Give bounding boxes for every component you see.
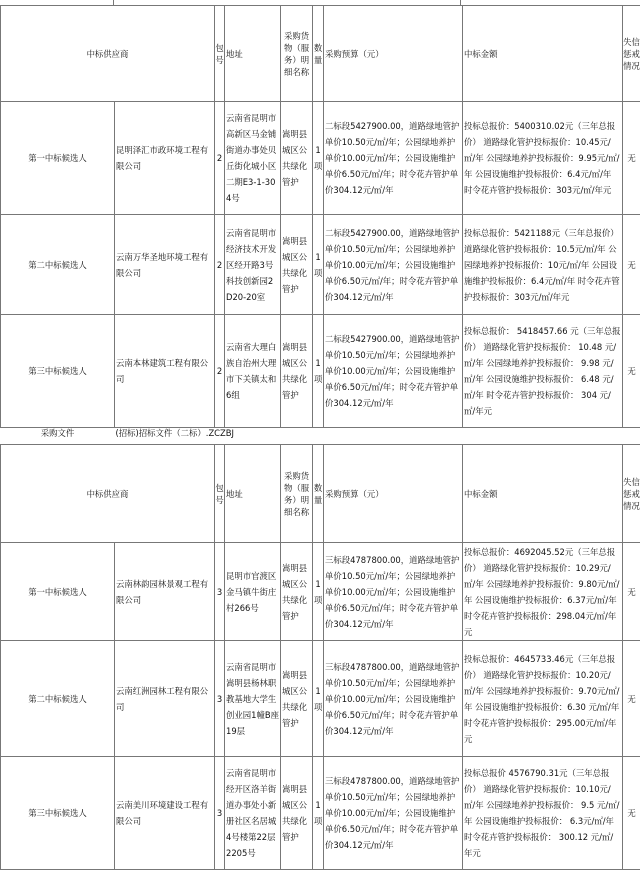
table-header-row <box>1 6 640 102</box>
header-budget: 采购预算（元） <box>324 445 463 543</box>
bid-table-package-2 <box>0 5 640 439</box>
amount-cell: 投标总报价 4576790.31元（三年总报价） 道路绿化管护投标报价：10.10元/㎡/年 公园绿地养护投标报价： 9.5 元/㎡/年 公园设施维护投标报价： 6.3元/㎡/年 时令花卉管护投标报价： 300.12 元/㎡/年元 <box>463 757 623 870</box>
package-cell: 2 <box>215 315 225 428</box>
address-cell: 昆明市官渡区金马镇牛街庄村266号 <box>225 543 281 641</box>
package-cell: 3 <box>215 641 225 757</box>
procurement-file-row <box>1 428 640 440</box>
budget-cell: 三标段4787800.00，道路绿地管护单价10.50元/㎡/年；公园绿地养护单价10.00元/㎡/年；公园设施维护单价6.50元/㎡/年；时令花卉管护单价304.12元/㎡/年 <box>324 757 463 870</box>
header-budget: 采购预算（元） <box>324 6 463 102</box>
header-amount: 中标金额 <box>463 445 623 543</box>
address-cell: 云南省昆明市经济技术开发区经开路3号科技创新园2D20-20室 <box>225 215 281 315</box>
quantity-cell: 1项 <box>313 543 324 641</box>
amount-cell: 投标总报价： 5418457.66 元（三年总报价） 道路绿化管护投标报价： 10.48 元/㎡/年 公园绿地养护投标报价： 9.98 元/㎡/年 公园设施维护投标报价： 6.48 元/㎡/年 时令花卉管护投标报价： 304 元/㎡/年元 <box>463 315 623 428</box>
header-package: 包号 <box>215 445 225 543</box>
table-row <box>1 543 640 641</box>
rank-cell: 第二中标候选人 <box>1 215 115 315</box>
header-supplier: 中标供应商 <box>1 6 215 102</box>
budget-cell: 三标段4787800.00，道路绿地管护单价10.50元/㎡/年；公园绿地养护单价10.00元/㎡/年；公园设施维护单价6.50元/㎡/年；时令花卉管护单价304.12元/㎡/年 <box>324 543 463 641</box>
address-cell: 云南省昆明市嵩明县杨林职教基地大学生创业园1幢B座19层 <box>225 641 281 757</box>
header-quantity: 数量 <box>313 6 324 102</box>
dishonest-cell: 无 <box>623 215 640 315</box>
quantity-cell: 1项 <box>313 102 324 215</box>
header-quantity: 数量 <box>313 445 324 543</box>
goods-cell: 嵩明县城区公共绿化管护 <box>281 315 313 428</box>
package-cell: 3 <box>215 757 225 870</box>
dishonest-cell: 无 <box>623 543 640 641</box>
rank-cell: 第一中标候选人 <box>1 543 115 641</box>
header-address: 地址 <box>225 445 281 543</box>
address-cell: 云南省昆明市高新区马金铺街道办事处贝丘街化城小区二期E3-1-304号 <box>225 102 281 215</box>
address-cell: 云南省大理白族自治州大理市下关镇太和6组 <box>225 315 281 428</box>
budget-cell: 二标段5427900.00，道路绿地管护单价10.50元/㎡/年；公园绿地养护单价10.00元/㎡/年；公园设施维护单价6.50元/㎡/年；时令花卉管护单价304.12元/㎡/年 <box>324 315 463 428</box>
address-cell: 云南省昆明市经开区洛羊街道办事处小新册社区名居城4号楼第22层2205号 <box>225 757 281 870</box>
goods-cell: 嵩明县城区公共绿化管护 <box>281 102 313 215</box>
rank-cell: 第三中标候选人 <box>1 757 115 870</box>
supplier-cell: 云南万华圣地环境工程有限公司 <box>115 215 215 315</box>
rank-cell: 第三中标候选人 <box>1 315 115 428</box>
header-goods: 采购货物（服务）明细名称 <box>281 6 313 102</box>
rank-cell: 第二中标候选人 <box>1 641 115 757</box>
rank-cell: 第一中标候选人 <box>1 102 115 215</box>
supplier-cell: 云南红洲园林工程有限公司 <box>115 641 215 757</box>
dishonest-cell: 无 <box>623 315 640 428</box>
header-goods: 采购货物（服务）明细名称 <box>281 445 313 543</box>
header-dishonest: 失信惩戒情况 <box>623 6 640 102</box>
table-row <box>1 215 640 315</box>
goods-cell: 嵩明县城区公共绿化管护 <box>281 215 313 315</box>
header-package: 包号 <box>215 6 225 102</box>
header-supplier: 中标供应商 <box>1 445 215 543</box>
package-cell: 2 <box>215 215 225 315</box>
table-row <box>1 757 640 870</box>
supplier-cell: 云南林韵园林景观工程有限公司 <box>115 543 215 641</box>
dishonest-cell: 无 <box>623 757 640 870</box>
package-cell: 2 <box>215 102 225 215</box>
budget-cell: 三标段4787800.00，道路绿地管护单价10.50元/㎡/年；公园绿地养护单价10.00元/㎡/年；公园设施维护单价6.50元/㎡/年；时令花卉管护单价304.12元/㎡/年 <box>324 641 463 757</box>
quantity-cell: 1项 <box>313 641 324 757</box>
goods-cell: 嵩明县城区公共绿化管护 <box>281 757 313 870</box>
table-row <box>1 102 640 215</box>
header-dishonest: 失信惩戒情况 <box>623 445 640 543</box>
quantity-cell: 1项 <box>313 315 324 428</box>
amount-cell: 投标总报价：5421188元（三年总报价） 道路绿化管护投标报价：10.5元/㎡/年 公园绿地养护投标报价：10元/㎡/年 公园设施维护投标报价：6.4元/㎡/年 时令花卉管护投标报价：303元/㎡/年元 <box>463 215 623 315</box>
procurement-file-link[interactable]: (招标)招标文件（二标）.ZCZBJ <box>115 428 640 440</box>
supplier-cell: 昆明泽汇市政环境工程有限公司 <box>115 102 215 215</box>
package-cell: 3 <box>215 543 225 641</box>
quantity-cell: 1项 <box>313 757 324 870</box>
supplier-cell: 云南本林建筑工程有限公司 <box>115 315 215 428</box>
dishonest-cell: 无 <box>623 102 640 215</box>
budget-cell: 二标段5427900.00，道路绿地管护单价10.50元/㎡/年；公园绿地养护单价10.00元/㎡/年；公园设施维护单价6.50元/㎡/年；时令花卉管护单价304.12元/㎡/年 <box>324 215 463 315</box>
header-amount: 中标金额 <box>463 6 623 102</box>
supplier-cell: 云南美川环境建设工程有限公司 <box>115 757 215 870</box>
amount-cell: 投标总报价：5400310.02元（三年总报价） 道路绿化管护投标报价：10.45元/㎡/年 公园绿地养护投标报价：9.95元/㎡/年 公园设施维护投标报价：6.4元/㎡/年 时令花卉管护投标报价：303元/㎡/年元 <box>463 102 623 215</box>
goods-cell: 嵩明县城区公共绿化管护 <box>281 641 313 757</box>
budget-cell: 二标段5427900.00，道路绿地管护单价10.50元/㎡/年；公园绿地养护单价10.00元/㎡/年；公园设施维护单价6.50元/㎡/年；时令花卉管护单价304.12元/㎡/年 <box>324 102 463 215</box>
amount-cell: 投标总报价：4645733.46元（三年总报价） 道路绿化管护投标报价：10.20元/㎡/年 公园绿地养护投标报价：9.70元/㎡/年 公园设施维护投标报价：6.30 元/㎡/年 时令花卉管护投标报价：295.00元/㎡/年元 <box>463 641 623 757</box>
procurement-file-label: 采购文件 <box>1 428 115 440</box>
amount-cell: 投标总报价：4692045.52元（三年总报价） 道路绿化管护投标报价：10.29元/㎡/年 公园绿地养护投标报价：9.80元/㎡/年 公园设施维护投标报价：6.37元/㎡/年 时令花卉管护投标报价：298.04元/㎡/年元 <box>463 543 623 641</box>
table-row <box>1 315 640 428</box>
table-row <box>1 641 640 757</box>
header-address: 地址 <box>225 6 281 102</box>
bid-table-package-3 <box>0 444 640 870</box>
table-header-row <box>1 445 640 543</box>
goods-cell: 嵩明县城区公共绿化管护 <box>281 543 313 641</box>
dishonest-cell: 无 <box>623 641 640 757</box>
quantity-cell: 1项 <box>313 215 324 315</box>
